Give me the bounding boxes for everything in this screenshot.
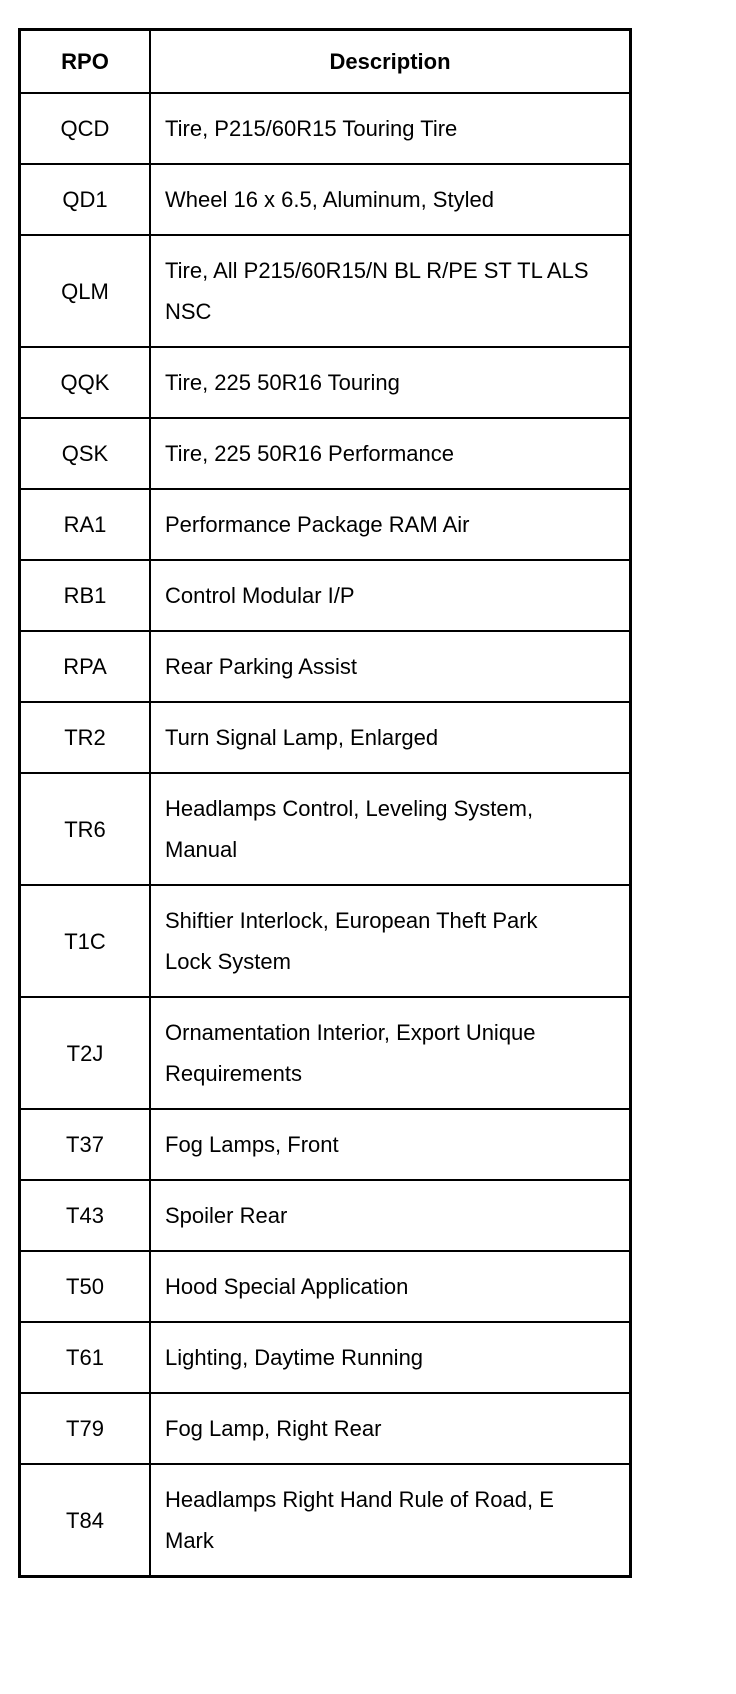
table-row — [20, 164, 631, 235]
table-row — [20, 560, 631, 631]
table-row — [20, 702, 631, 773]
rpo-code-cell: QSK — [20, 418, 151, 489]
table-header — [20, 30, 631, 94]
rpo-code-cell: T2J — [20, 997, 151, 1109]
table-row — [20, 489, 631, 560]
description-cell: Headlamps Control, Leveling System, Manual — [150, 773, 631, 885]
table-row — [20, 1251, 631, 1322]
description-cell: Spoiler Rear — [150, 1180, 631, 1251]
table-row — [20, 418, 631, 489]
rpo-code-cell: RB1 — [20, 560, 151, 631]
table-row — [20, 93, 631, 164]
description-cell: Ornamentation Interior, Export Unique Requirements — [150, 997, 631, 1109]
table-row — [20, 997, 631, 1109]
rpo-table — [18, 28, 632, 1578]
table-row — [20, 1109, 631, 1180]
header-row — [20, 30, 631, 94]
rpo-code-cell: T37 — [20, 1109, 151, 1180]
rpo-code-cell: QCD — [20, 93, 151, 164]
description-cell: Shiftier Interlock, European Theft Park Lock System — [150, 885, 631, 997]
description-cell: Wheel 16 x 6.5, Aluminum, Styled — [150, 164, 631, 235]
rpo-code-cell: T61 — [20, 1322, 151, 1393]
table-row — [20, 773, 631, 885]
description-cell: Hood Special Application — [150, 1251, 631, 1322]
header-rpo: RPO — [20, 30, 151, 94]
header-description: Description — [150, 30, 631, 94]
rpo-code-cell: RPA — [20, 631, 151, 702]
table-row — [20, 1322, 631, 1393]
table-row — [20, 631, 631, 702]
rpo-code-cell: T43 — [20, 1180, 151, 1251]
description-cell: Turn Signal Lamp, Enlarged — [150, 702, 631, 773]
description-cell: Tire, P215/60R15 Touring Tire — [150, 93, 631, 164]
description-cell: Headlamps Right Hand Rule of Road, E Mark — [150, 1464, 631, 1577]
rpo-code-cell: TR6 — [20, 773, 151, 885]
description-cell: Tire, All P215/60R15/N BL R/PE ST TL ALS NSC — [150, 235, 631, 347]
table-row — [20, 885, 631, 997]
table-row — [20, 235, 631, 347]
table-row — [20, 1464, 631, 1577]
description-cell: Performance Package RAM Air — [150, 489, 631, 560]
rpo-code-cell: QD1 — [20, 164, 151, 235]
rpo-code-cell: T50 — [20, 1251, 151, 1322]
description-cell: Tire, 225 50R16 Performance — [150, 418, 631, 489]
description-cell: Tire, 225 50R16 Touring — [150, 347, 631, 418]
description-cell: Control Modular I/P — [150, 560, 631, 631]
table-row — [20, 1393, 631, 1464]
table-body — [20, 93, 631, 1577]
rpo-code-cell: T1C — [20, 885, 151, 997]
table-row — [20, 1180, 631, 1251]
table-row — [20, 347, 631, 418]
description-cell: Fog Lamp, Right Rear — [150, 1393, 631, 1464]
rpo-code-cell: QLM — [20, 235, 151, 347]
description-cell: Fog Lamps, Front — [150, 1109, 631, 1180]
rpo-code-cell: T79 — [20, 1393, 151, 1464]
rpo-code-cell: RA1 — [20, 489, 151, 560]
rpo-code-cell: T84 — [20, 1464, 151, 1577]
description-cell: Rear Parking Assist — [150, 631, 631, 702]
description-cell: Lighting, Daytime Running — [150, 1322, 631, 1393]
rpo-code-cell: QQK — [20, 347, 151, 418]
rpo-code-cell: TR2 — [20, 702, 151, 773]
